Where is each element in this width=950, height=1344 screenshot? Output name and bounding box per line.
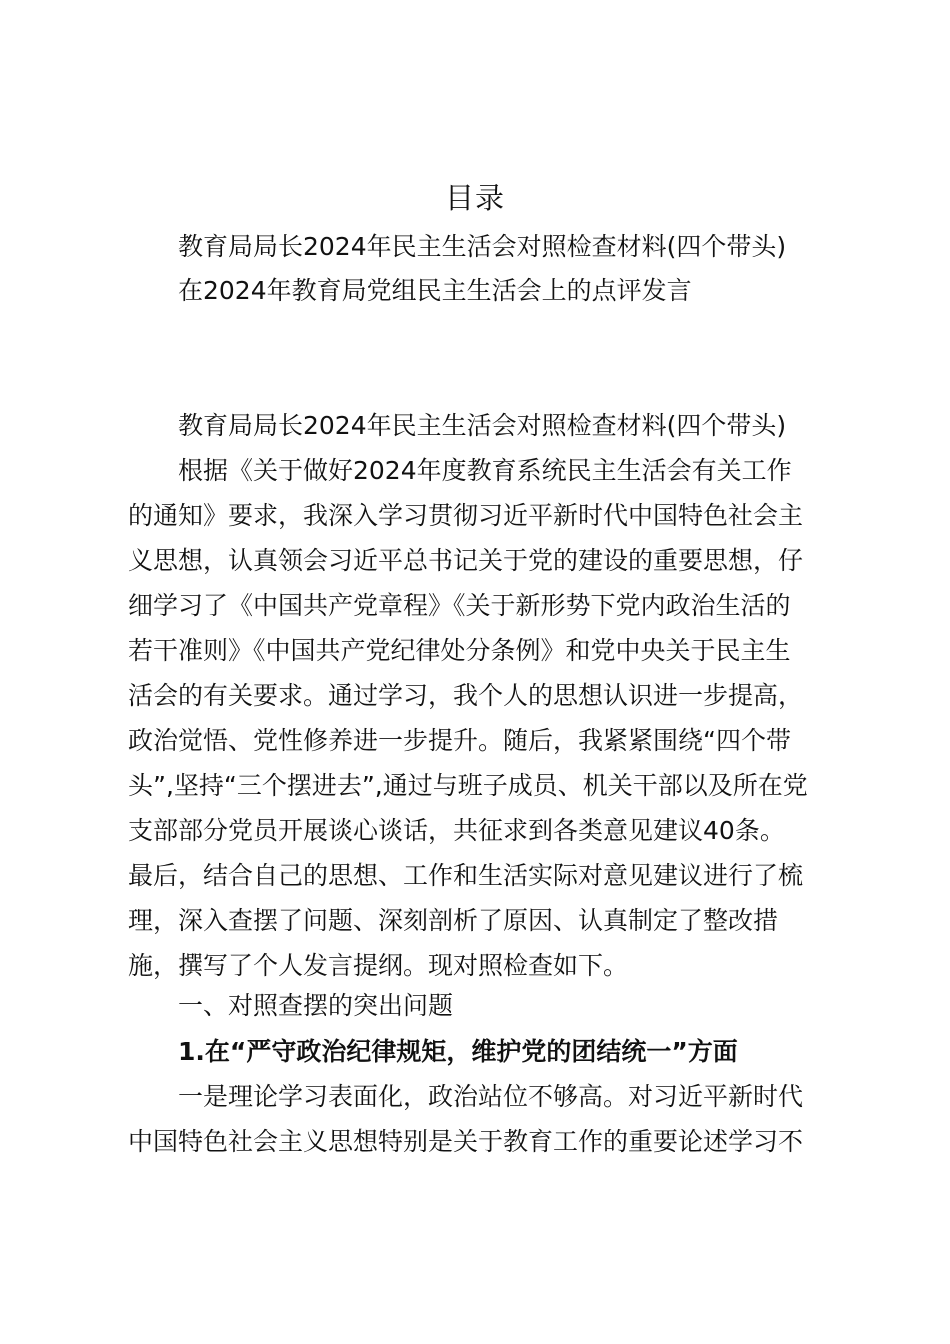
body-line: 一是理论学习表面化，政治站位不够高。对习近平新时代 bbox=[178, 1082, 804, 1111]
intro-line: 根据《关于做好2024年度教育系统民主生活会有关工作 bbox=[178, 456, 792, 485]
intro-paragraph bbox=[128, 448, 822, 988]
intro-line: 施，撰写了个人发言提纲。现对照检查如下。 bbox=[128, 951, 629, 980]
intro-line: 活会的有关要求。通过学习，我个人的思想认识进一步提高， bbox=[128, 681, 804, 710]
intro-line: 支部部分党员开展谈心谈话，共征求到各类意见建议40条。 bbox=[128, 816, 785, 845]
toc-title: 目录 bbox=[444, 181, 505, 215]
intro-line: 政治觉悟、党性修养进一步提升。随后，我紧紧围绕“四个带 bbox=[128, 726, 791, 755]
sub-heading: 1.在“严守政治纪律规矩，维护党的团结统一”方面 bbox=[178, 1037, 738, 1066]
section-heading: 一、对照查摆的突出问题 bbox=[178, 991, 454, 1020]
intro-line: 义思想，认真领会习近平总书记关于党的建设的重要思想，仔 bbox=[128, 546, 804, 575]
intro-line: 理，深入查摆了问题、深刻剖析了原因、认真制定了整改措 bbox=[128, 906, 779, 935]
document-heading: 教育局局长2024年民主生活会对照检查材料(四个带头) bbox=[178, 411, 787, 440]
intro-line: 头”,坚持“三个摆进去”,通过与班子成员、机关干部以及所在党 bbox=[128, 771, 808, 800]
body-line: 中国特色社会主义思想特别是关于教育工作的重要论述学习不 bbox=[128, 1127, 804, 1156]
toc-item-2: 在2024年教育局党组民主生活会上的点评发言 bbox=[178, 276, 692, 305]
toc-item-1: 教育局局长2024年民主生活会对照检查材料(四个带头) bbox=[178, 232, 787, 261]
intro-line: 若干准则》《中国共产党纪律处分条例》和党中央关于民主生 bbox=[128, 636, 791, 665]
intro-line: 的通知》要求，我深入学习贯彻习近平新时代中国特色社会主 bbox=[128, 501, 804, 530]
body-paragraph bbox=[128, 1074, 822, 1164]
intro-line: 细学习了《中国共产党章程》《关于新形势下党内政治生活的 bbox=[128, 591, 791, 620]
intro-line: 最后，结合自己的思想、工作和生活实际对意见建议进行了梳 bbox=[128, 861, 804, 890]
